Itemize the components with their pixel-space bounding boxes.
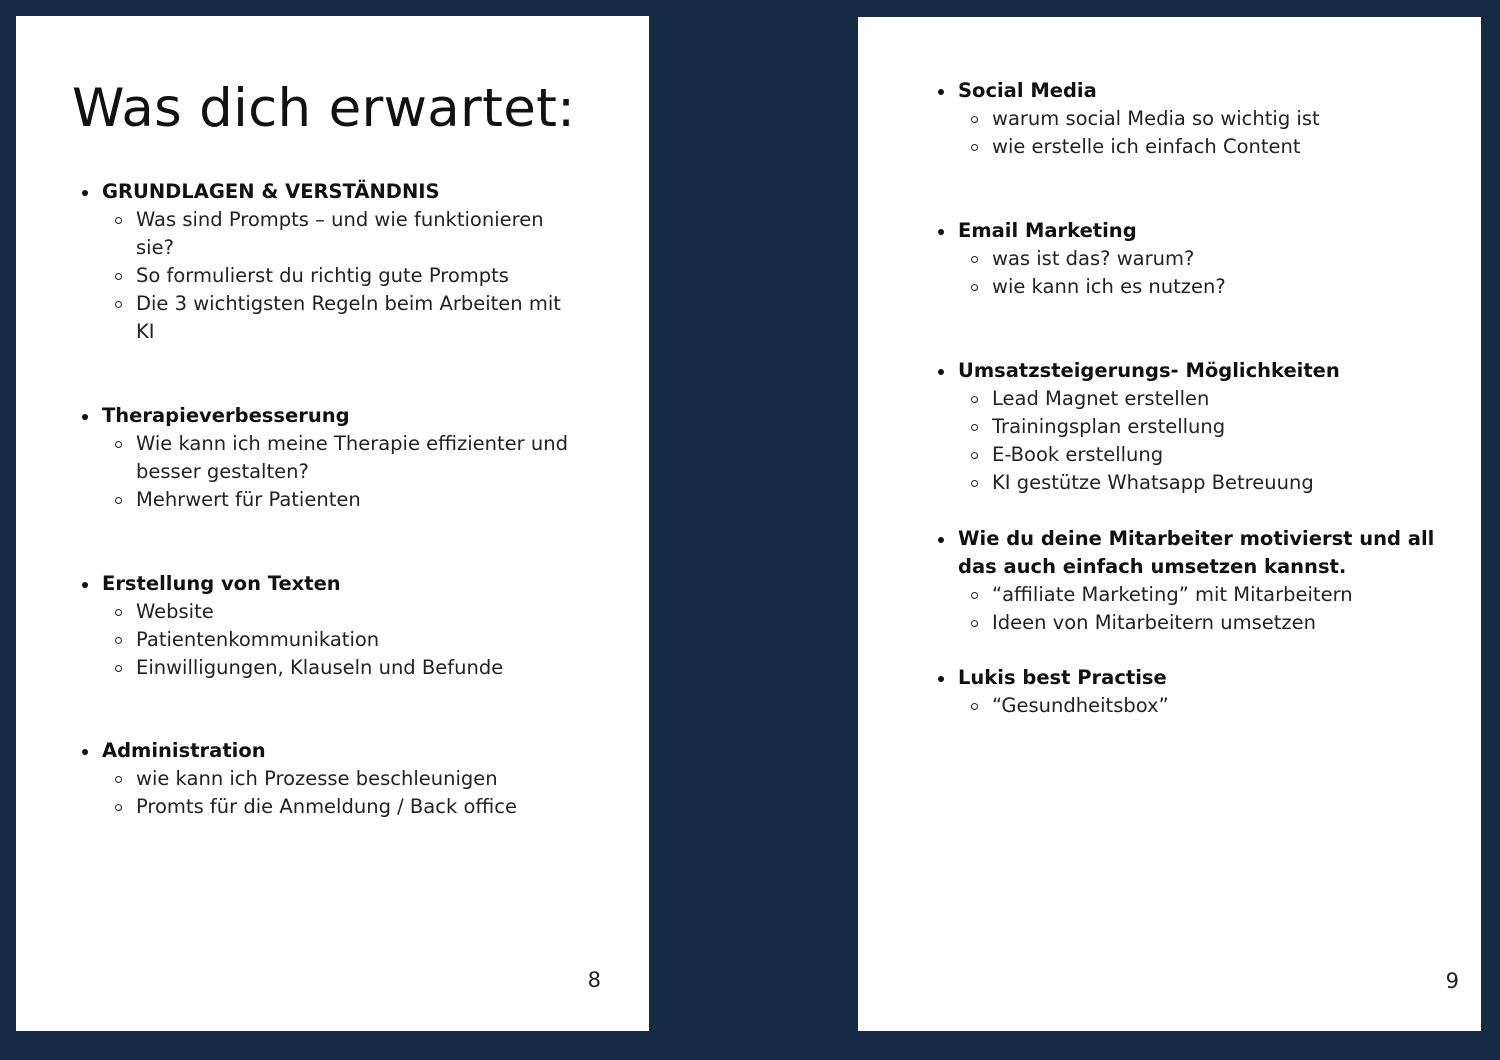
list-item: Lead Magnet erstellen xyxy=(936,385,1456,413)
sub-list xyxy=(80,430,580,514)
sub-list xyxy=(936,692,1436,720)
list-item: Website xyxy=(80,598,600,626)
section-best-practise xyxy=(936,664,1436,720)
sub-list xyxy=(80,598,600,682)
section-grundlagen xyxy=(80,178,580,346)
sub-list xyxy=(80,206,580,346)
list-item: warum social Media so wichtig ist xyxy=(936,105,1436,133)
section-heading: Therapieverbesserung xyxy=(80,402,580,430)
section-administration xyxy=(80,737,600,821)
list-item: “Gesundheitsbox” xyxy=(936,692,1436,720)
list-item: Trainingsplan erstellung xyxy=(936,413,1456,441)
list-item: Patientenkommunikation xyxy=(80,626,600,654)
section-social-media xyxy=(936,77,1436,161)
section-heading: Erstellung von Texten xyxy=(80,570,600,598)
section-heading: Wie du deine Mitarbeiter motivierst und all das auch einfach umsetzen kannst. xyxy=(936,525,1436,581)
list-item: KI gestütze Whatsapp Betreuung xyxy=(936,469,1456,497)
section-heading: Lukis best Practise xyxy=(936,664,1436,692)
sub-list xyxy=(936,105,1436,161)
section-email-marketing xyxy=(936,217,1436,301)
list-item: Die 3 wichtigsten Regeln beim Arbeiten mit KI xyxy=(80,290,580,346)
list-item: E-Book erstellung xyxy=(936,441,1456,469)
section-mitarbeiter xyxy=(936,525,1436,637)
page-number: 9 xyxy=(1445,969,1459,993)
list-item: wie kann ich Prozesse beschleunigen xyxy=(80,765,600,793)
page-title: Was dich erwartet: xyxy=(72,78,576,139)
section-heading: Email Marketing xyxy=(936,217,1436,245)
page-left xyxy=(16,16,649,1031)
list-item: Ideen von Mitarbeitern umsetzen xyxy=(936,609,1436,637)
list-item: Mehrwert für Patienten xyxy=(80,486,580,514)
list-item: “affiliate Marketing” mit Mitarbeitern xyxy=(936,581,1436,609)
sub-list xyxy=(80,765,600,821)
sub-list xyxy=(936,245,1436,301)
list-item: wie erstelle ich einfach Content xyxy=(936,133,1436,161)
section-therapie xyxy=(80,402,580,514)
list-item: wie kann ich es nutzen? xyxy=(936,273,1436,301)
section-heading: Administration xyxy=(80,737,600,765)
section-heading: Social Media xyxy=(936,77,1436,105)
page-number: 8 xyxy=(587,968,601,992)
list-item: So formulierst du richtig gute Prompts xyxy=(80,262,580,290)
list-item: Einwilligungen, Klauseln und Befunde xyxy=(80,654,600,682)
section-texte xyxy=(80,570,600,682)
page-right xyxy=(858,17,1481,1031)
section-heading: Umsatzsteigerungs- Möglichkeiten xyxy=(936,357,1456,385)
sub-list xyxy=(936,581,1436,637)
section-umsatz xyxy=(936,357,1456,497)
list-item: was ist das? warum? xyxy=(936,245,1436,273)
list-item: Was sind Prompts – und wie funktionieren sie? xyxy=(80,206,580,262)
list-item: Wie kann ich meine Therapie effizienter und besser gestalten? xyxy=(80,430,580,486)
sub-list xyxy=(936,385,1456,497)
list-item: Promts für die Anmeldung / Back office xyxy=(80,793,600,821)
section-heading: GRUNDLAGEN & VERSTÄNDNIS xyxy=(80,178,580,206)
